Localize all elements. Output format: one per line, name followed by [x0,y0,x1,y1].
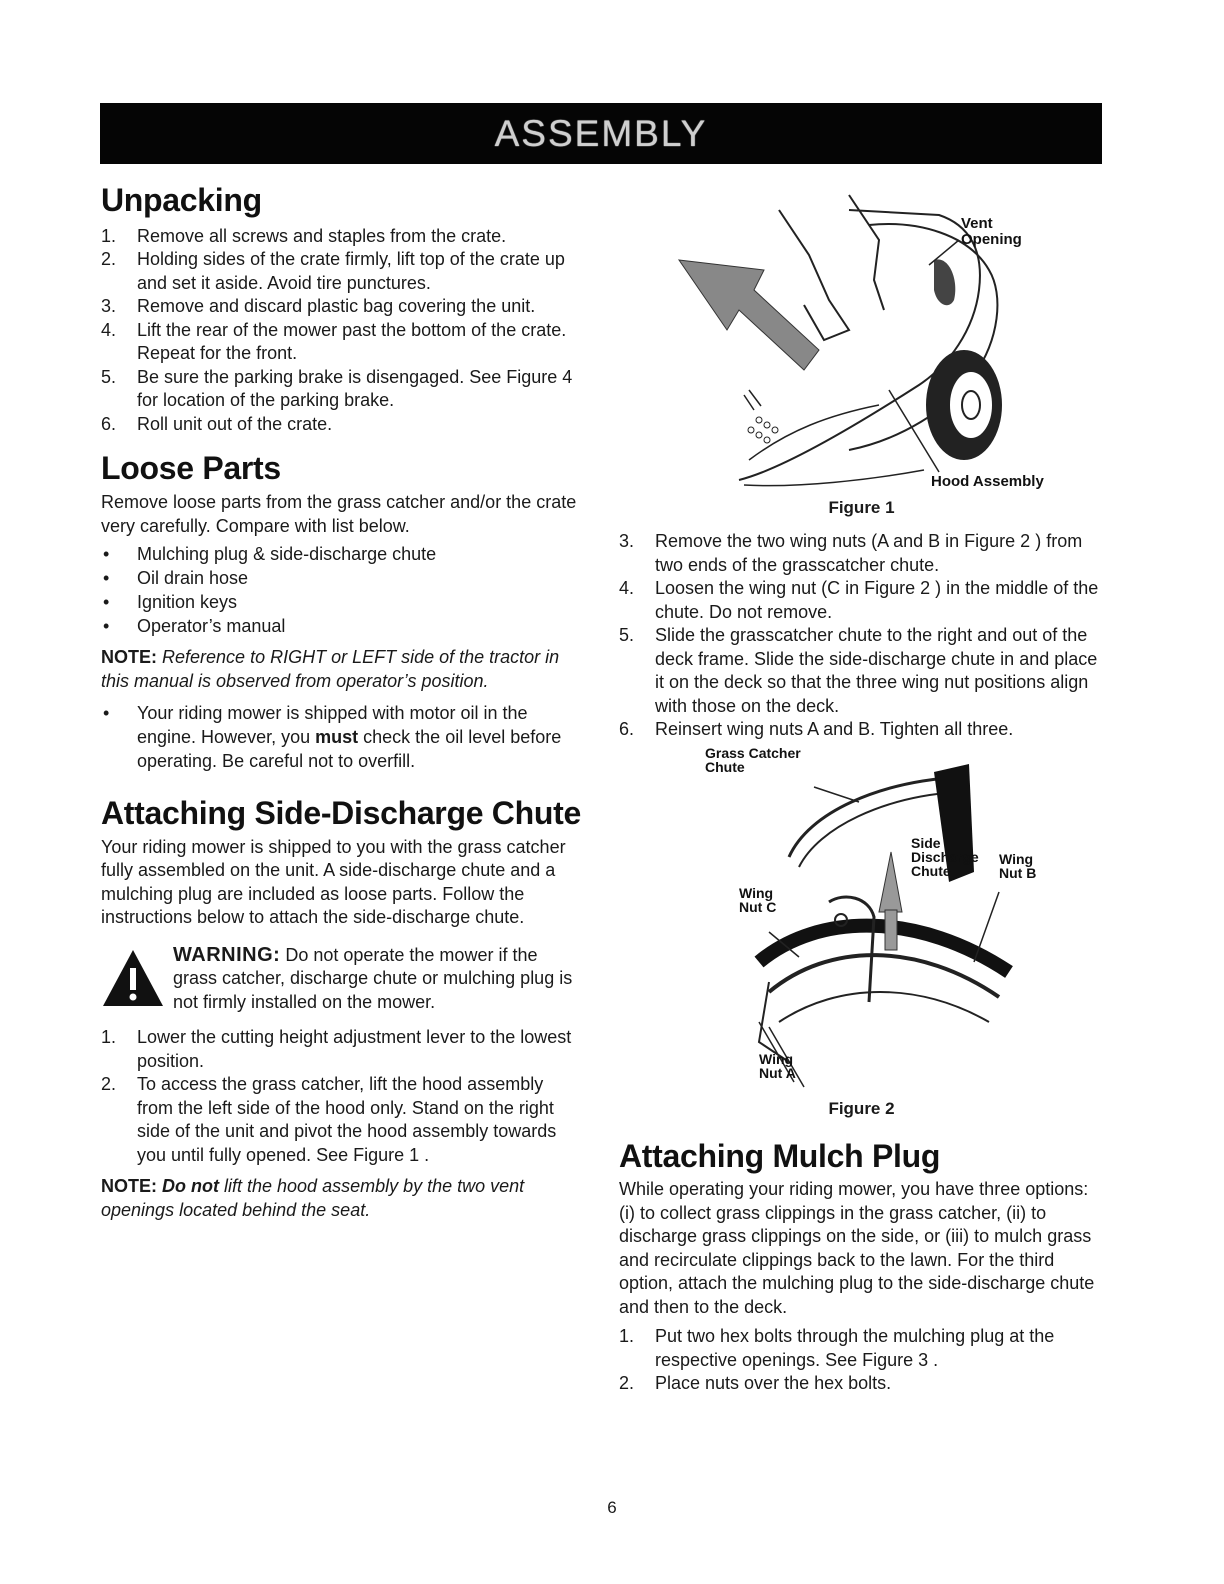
hood-assembly-label: Hood Assembly [931,473,1044,490]
list-item: • Oil drain hose [101,566,581,590]
list-item: 4. Lift the rear of the mower past the bottom of the crate. Repeat for the front. [101,319,567,364]
warning-block [101,944,581,1015]
wing-nut-a-label: Wing Nut A [759,1050,796,1081]
list-item: 1. Remove all screws and staples from the crate. [101,225,507,246]
list-item: 5. Be sure the parking brake is disengaged. See Figure 4 for location of the parking brake. [101,366,573,411]
warning-text: WARNING: Do not operate the mower if the grass catcher, discharge chute or mulching plug is not firmly installed on the mower. [173,943,573,1012]
mulch-steps [619,1325,1104,1396]
oil-note-list [101,701,581,773]
right-column [619,180,1104,1396]
side-discharge-steps-right [619,530,1104,742]
hood-note: NOTE: Do not lift the hood assembly by the two vent openings located behind the seat. [101,1176,525,1220]
loose-parts-note: NOTE: Reference to RIGHT or LEFT side of the tractor in this manual is observed from operator’s position. [101,647,560,691]
unpacking-heading: Unpacking [101,182,262,218]
list-item: 3. Remove the two wing nuts (A and B in Figure 2 ) from two ends of the grasscatcher chute. [619,531,1083,575]
figure-2 [619,742,1104,1124]
list-item: 5. Slide the grasscatcher chute to the right and out of the deck frame. Slide the side-discharge chute in and place it on the deck so that the three wing nut positions align with those on the deck. [619,625,1098,716]
unpacking-steps [101,225,581,437]
list-item: 3. Remove and discard plastic bag covering the unit. [101,296,536,317]
list-item: 1. Lower the cutting height adjustment lever to the lowest position. [101,1027,572,1071]
chute-illustration [619,742,1104,1102]
loose-parts-intro: Remove loose parts from the grass catcher and/or the crate very carefully. Compare with list below. [101,492,577,536]
wing-nut-c-label: Wing Nut C [739,884,777,915]
warning-icon [101,948,165,1008]
side-discharge-intro: Your riding mower is shipped to you with the grass catcher fully assembled on the unit. A side-discharge chute and a mulching plug are included as loose parts. Follow the instructions below to attach the side-discharge chute. [101,836,566,928]
list-item: 6. Reinsert wing nuts A and B. Tighten all three. [619,719,1014,739]
list-item: 2. To access the grass catcher, lift the hood assembly from the left side of the hood only. Stand on the right side of the unit and pivot the hood assembly towards you until fully opened. See Figure 1 . [101,1074,557,1165]
list-item: • Ignition keys [101,590,581,614]
mulch-heading: Attaching Mulch Plug [619,1137,941,1174]
banner-title: ASSEMBLY [494,112,708,154]
list-item: 2. Holding sides of the crate firmly, lift top of the crate up and set it aside. Avoid tire punctures. [101,249,565,293]
list-item: 6. Roll unit out of the crate. [101,413,333,434]
loose-parts-list [101,542,581,638]
mulch-intro: While operating your riding mower, you have three options: (i) to collect grass clippings in the grass catcher, (ii) to discharge grass clippings on the side, or (iii) to mulch grass and recirculate clippings back to the lawn. For the third option, attach the mulching plug to the side-discharge chute and then to the deck. [619,1179,1095,1317]
list-item: • Operator’s manual [101,614,581,638]
list-item: • Mulching plug & side-discharge chute [101,542,581,566]
list-item: • Your riding mower is shipped with motor oil in the engine. However, you must check the oil level before operating. Be careful not to overfill. [101,701,581,773]
figure-1 [619,180,1104,520]
side-discharge-heading: Attaching Side-Discharge Chute [101,795,581,832]
wing-nut-b-label: Wing Nut B [999,850,1037,881]
section-banner [100,103,1102,164]
page-number: 6 [607,1498,617,1517]
list-item: 1. Put two hex bolts through the mulching plug at the respective openings. See Figure 3 . [619,1326,1055,1370]
side-discharge-steps-left [101,1026,581,1167]
grass-catcher-chute-label: Grass Catcher Chute [705,744,801,775]
loose-parts-heading: Loose Parts [101,450,281,487]
list-item: 4. Loosen the wing nut (C in Figure 2 ) in the middle of the chute. Do not remove. [619,578,1099,622]
left-column [101,180,581,1222]
figure-1-caption: Figure 1 [828,498,895,517]
vent-opening-label: Vent Opening [961,215,1022,248]
side-discharge-chute-label: Side Discharge Chute [911,834,979,879]
list-item: 2. Place nuts over the hex bolts. [619,1373,892,1394]
figure-2-caption: Figure 2 [828,1098,895,1118]
